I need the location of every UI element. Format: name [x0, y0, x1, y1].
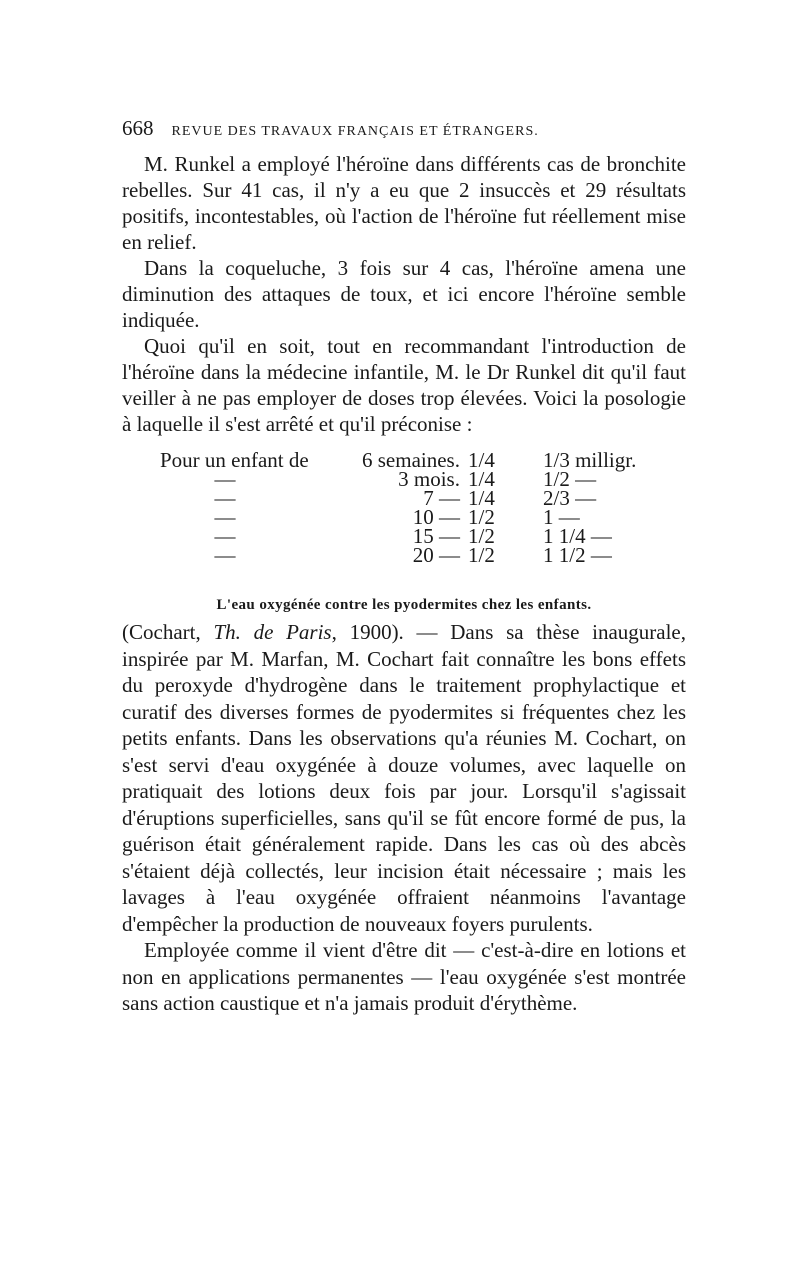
paragraph-bronchitis: M. Runkel a employé l'héroïne dans différents cas de bronchite rebelles. Sur 41 cas, il n'y a eu que 2 insuccès et 29 résultats positifs, incontestables, où l'action de l'héroïne fut réellement mise en relief. [122, 152, 686, 254]
dosage-age-cell: 10 — [412, 505, 460, 529]
dosage-lead-cell [160, 486, 362, 510]
paragraph-dosage-intro: Quoi qu'il en soit, tout en recommandant l'introduction de l'héroïne dans la médecine infantile, M. le Dr Runkel dit qu'il faut veiller à ne pas employer de doses trop élevées. Voici la posologie à laquelle il s'est arrêté et qu'il préconise : [122, 334, 686, 436]
paragraph-whooping-cough: Dans la coqueluche, 3 fois sur 4 cas, l'héroïne amena une diminution des attaques de toux, et ici encore l'héroïne semble indiquée. [122, 256, 686, 332]
hydrogen-peroxide-article-body [122, 619, 686, 1017]
ditto-dash: — [214, 524, 236, 548]
paragraph-usage-conclusion: Employée comme il vient d'être dit — c'est-à-dire en lotions et non en applications permanentes — l'eau oxygénée s'est montrée sans action caustique et n'a jamais produit d'érythème. [122, 938, 686, 1015]
dosage-lead-cell [160, 543, 362, 567]
dosage-lead-cell: Pour un enfant de [160, 448, 309, 472]
dosage-max-dose-cell: 1 1/4 — [542, 524, 612, 548]
dosage-age-cell: 6 semaines. [362, 448, 460, 472]
dosage-max-dose-cell: 1/3 milligr. [542, 448, 637, 472]
citation-journal: Th. de Paris [213, 620, 332, 644]
citation-open: (Cochart, [122, 620, 214, 644]
dosage-lead-cell [160, 505, 362, 529]
ditto-dash: — [214, 505, 236, 529]
running-header [122, 116, 692, 141]
dosage-min-dose-cell: 1/4 [467, 467, 495, 491]
dosage-age-cell: 7 — [423, 486, 460, 510]
dosage-max-dose-cell: 1 — [542, 505, 580, 529]
section-title: L'eau oxygénée contre les pyodermites chez les enfants. [216, 597, 592, 613]
dosage-min-dose-cell: 1/2 [467, 524, 495, 548]
dosage-min-dose-cell: 1/2 [467, 505, 495, 529]
dosage-min-dose-cell: 1/2 [467, 543, 495, 567]
dosage-max-dose-cell: 1 1/2 — [542, 543, 612, 567]
dosage-max-dose-cell: 1/2 — [542, 467, 597, 491]
ditto-dash: — [214, 486, 236, 510]
heroin-article-body [122, 151, 686, 437]
dosage-lead-cell [160, 524, 362, 548]
dosage-table [160, 448, 651, 567]
dosage-min-dose-cell: 1/4 [467, 486, 495, 510]
ditto-dash: — [214, 543, 236, 567]
page-number: 668 [122, 116, 154, 140]
running-title: REVUE DES TRAVAUX FRANÇAIS ET ÉTRANGERS. [171, 124, 539, 139]
dosage-age-cell: 20 — [412, 543, 460, 567]
dosage-min-dose-cell: 1/4 [467, 448, 495, 472]
ditto-dash: — [214, 467, 236, 491]
dosage-age-cell: 3 mois. [398, 467, 460, 491]
dosage-lead-cell [160, 467, 362, 491]
dosage-row [160, 546, 651, 565]
citation-rest: , 1900). — Dans sa thèse inaugurale, inspirée par M. Marfan, M. Cochart fait connaître les bons effets du peroxyde d'hydrogène dans le traitement prophylactique et curatif des diverses formes de pyodermites si fréquentes chez les petits enfants. Dans les observations qu'a réunies M. Cochart, on s'est servi d'eau oxygénée à douze volumes, avec laquelle on pratiquait des lotions deux fois par jour. Lorsqu'il s'agissait d'éruptions superficielles, sans qu'il se fût encore formé de pus, la guérison était généralement rapide. Dans les cas où des abcès s'étaient déjà collectés, leur incision était nécessaire ; mais les lavages à l'eau oxygénée offraient néanmoins l'avantage d'empêcher la production de nouveaux foyers purulents. [122, 620, 686, 936]
dosage-max-dose-cell: 2/3 — [542, 486, 597, 510]
dosage-age-cell: 15 — [412, 524, 460, 548]
paragraph-cochart-thesis [122, 619, 686, 937]
